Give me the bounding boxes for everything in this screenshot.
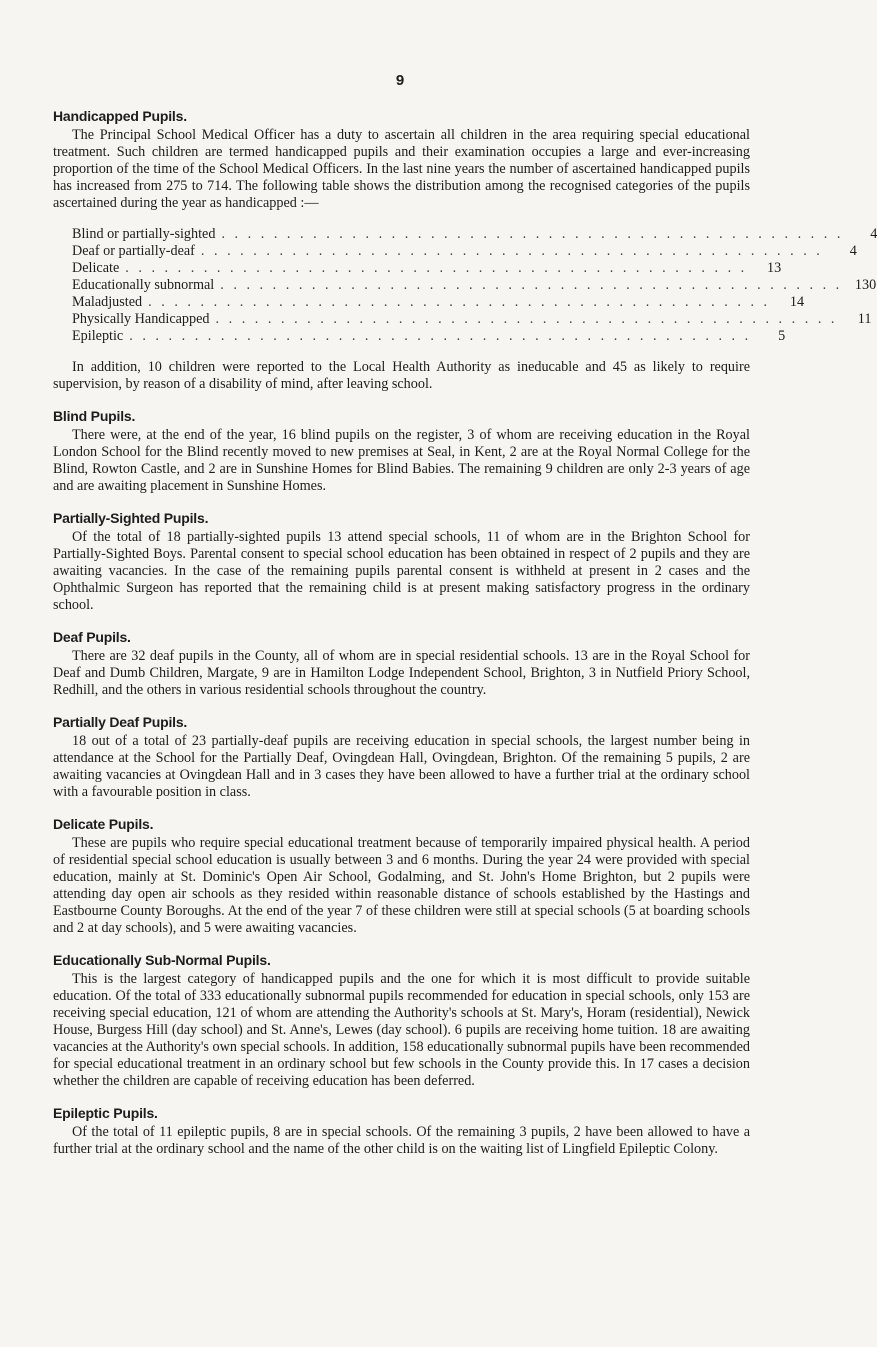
category-label: Maladjusted xyxy=(72,294,143,310)
section-deaf-pupils xyxy=(53,629,750,699)
section-paragraph: There were, at the end of the year, 16 blind pupils on the register, 3 of whom are receiving education in the Royal London School for the Blind recently moved to new premises at Seal, in Kent, 2 are at the Royal Normal College for the Blind, Rowton Castle, and 2 are in Sunshine Homes for Blind Babies. The remaining 9 children are only 2-3 years of age and are awaiting placement in Sunshine Homes. xyxy=(53,427,750,494)
table-row xyxy=(72,260,782,277)
category-label: Educationally subnormal xyxy=(72,277,215,293)
section-heading: Partially-Sighted Pupils. xyxy=(53,510,209,526)
section-heading: Blind Pupils. xyxy=(53,408,136,424)
table-row xyxy=(72,226,877,243)
category-count: 4 xyxy=(870,226,877,242)
handicap-categories-table xyxy=(72,226,877,345)
category-count: 4 xyxy=(849,243,857,259)
category-label: Physically Handicapped xyxy=(72,311,210,327)
leader-dots: . . . . . . . . . . . . . . . . . . . . . . . . . . . . . . . . . . . . . . . . . . . . . . . . xyxy=(215,311,838,327)
category-label: Epileptic xyxy=(72,328,124,344)
table-row xyxy=(72,277,877,294)
category-label: Deaf or partially-deaf xyxy=(72,243,195,259)
page-number: 9 xyxy=(395,72,405,89)
section-paragraph: This is the largest category of handicapped pupils and the one for which it is most difficult to provide suitable education. Of the total of 333 educationally subnormal pupils recommended for education in special schools, only 153 are receiving special education, 121 of whom are attending the Authority's schools at St. Mary's, Horam (residential), Newick House, Burgess Hill (day school) and St. Anne's, Lewes (day school). 6 pupils are receiving home tuition. 18 are awaiting vacancies at the Authority's own special schools. In addition, 158 educationally subnormal pupils have been recommended for special educational treatment in an ordinary school but few schools in the County provide this. In 17 cases a decision whether the children are capable of receiving education has been deferred. xyxy=(53,971,750,1089)
leader-dots: . . . . . . . . . . . . . . . . . . . . . . . . . . . . . . . . . . . . . . . . . . . . . . . . xyxy=(200,243,823,259)
leader-dots: . . . . . . . . . . . . . . . . . . . . . . . . . . . . . . . . . . . . . . . . . . . . . . . . xyxy=(221,226,844,242)
section-heading: Educationally Sub-Normal Pupils. xyxy=(53,952,271,968)
leader-dots: . . . . . . . . . . . . . . . . . . . . . . . . . . . . . . . . . . . . . . . . . . . . . . . . xyxy=(148,294,771,310)
section-heading: Partially Deaf Pupils. xyxy=(53,714,188,730)
section-paragraph: Of the total of 18 partially-sighted pupils 13 attend special schools, 11 of whom are in the Brighton School for Partially-Sighted Boys. Parental consent to special school education has been obtained in respect of 2 pupils and they are awaiting vacancies. In the case of the remaining pupils parental consent is withheld at present in 2 cases and the Ophthalmic Surgeon has reported that the remaining child is at present making satisfactory progress in the ordinary school. xyxy=(53,529,750,613)
document-body xyxy=(53,108,877,1173)
table-row xyxy=(72,243,857,260)
category-label: Delicate xyxy=(72,260,120,276)
section-heading: Handicapped Pupils. xyxy=(53,108,187,124)
section-blind-pupils xyxy=(53,408,750,495)
section-paragraph: In addition, 10 children were reported to the Local Health Authority as ineducable and 45 as likely to require supervision, by reason of a disability of mind, after leaving school. xyxy=(53,359,750,392)
table-row xyxy=(72,328,786,345)
section-paragraph: Of the total of 11 epileptic pupils, 8 are in special schools. Of the remaining 3 pupils, 2 have been allowed to have a further trial at the ordinary school and the name of the other child is on the waiting list of Lingfield Epileptic Colony. xyxy=(53,1124,750,1157)
category-label: Blind or partially-sighted xyxy=(72,226,216,242)
section-heading: Deaf Pupils. xyxy=(53,629,131,645)
category-count: 5 xyxy=(778,328,786,344)
section-epileptic-pupils xyxy=(53,1105,750,1158)
section-paragraph: 18 out of a total of 23 partially-deaf pupils are receiving education in special schools, the largest number being in attendance at the School for the Partially Deaf, Ovingdean Hall, Ovingdean, Brighton. Of the remaining 5 pupils, 2 are awaiting vacancies at Ovingdean Hall and in 3 cases they have been allowed to have a further trial at the ordinary school with a favourable position in class. xyxy=(53,733,750,800)
leader-dots: . . . . . . . . . . . . . . . . . . . . . . . . . . . . . . . . . . . . . . . . . . . . . . . . xyxy=(129,328,752,344)
section-heading: Delicate Pupils. xyxy=(53,816,154,832)
leader-dots: . . . . . . . . . . . . . . . . . . . . . . . . . . . . . . . . . . . . . . . . . . . . . . . . xyxy=(125,260,748,276)
section-paragraph: These are pupils who require special educational treatment because of temporarily impaired physical health. A period of residential special school education is usually between 3 and 6 months. During the year 24 were provided with special education, mainly at St. Dominic's Open Air School, Godalming, and St. John's Home Brighton, but 2 pupils were attending day open air schools as they resided within reasonable distance of schools established by the Hastings and Eastbourne County Boroughs. At the end of the year 7 of these children were still at special schools (5 at boarding schools and 2 at day schools), and 5 were awaiting vacancies. xyxy=(53,835,750,936)
section-heading: Epileptic Pupils. xyxy=(53,1105,158,1121)
section-delicate-pupils xyxy=(53,816,750,937)
section-handicapped-pupils xyxy=(53,108,877,393)
table-row xyxy=(72,294,805,311)
category-count: 11 xyxy=(857,311,872,327)
section-educationally-subnormal-pupils xyxy=(53,952,750,1090)
section-paragraph: There are 32 deaf pupils in the County, all of whom are in special residential schools. 13 are in the Royal School for Deaf and Dumb Children, Margate, 9 are in Hamilton Lodge Independent School, Brighton, 3 in Nutfield Priory School, Redhill, and the others in various residential schools throughout the country. xyxy=(53,648,750,698)
category-count: 130 xyxy=(854,277,877,293)
category-count: 14 xyxy=(789,294,805,310)
section-partially-deaf-pupils xyxy=(53,714,750,801)
table-row xyxy=(72,311,872,328)
leader-dots: . . . . . . . . . . . . . . . . . . . . . . . . . . . . . . . . . . . . . . . . . . . . . . . . xyxy=(220,277,843,293)
category-count: 13 xyxy=(767,260,782,276)
section-partially-sighted-pupils xyxy=(53,510,750,614)
section-paragraph: The Principal School Medical Officer has a duty to ascertain all children in the area requiring special educational treatment. Such children are termed handicapped pupils and their examination occupies a large and ever-increasing proportion of the time of the School Medical Officers. In the last nine years the number of ascertained handicapped pupils has increased from 275 to 714. The following table shows the distribution among the recognised categories of the pupils ascertained during the year as handicapped :— xyxy=(53,127,750,211)
